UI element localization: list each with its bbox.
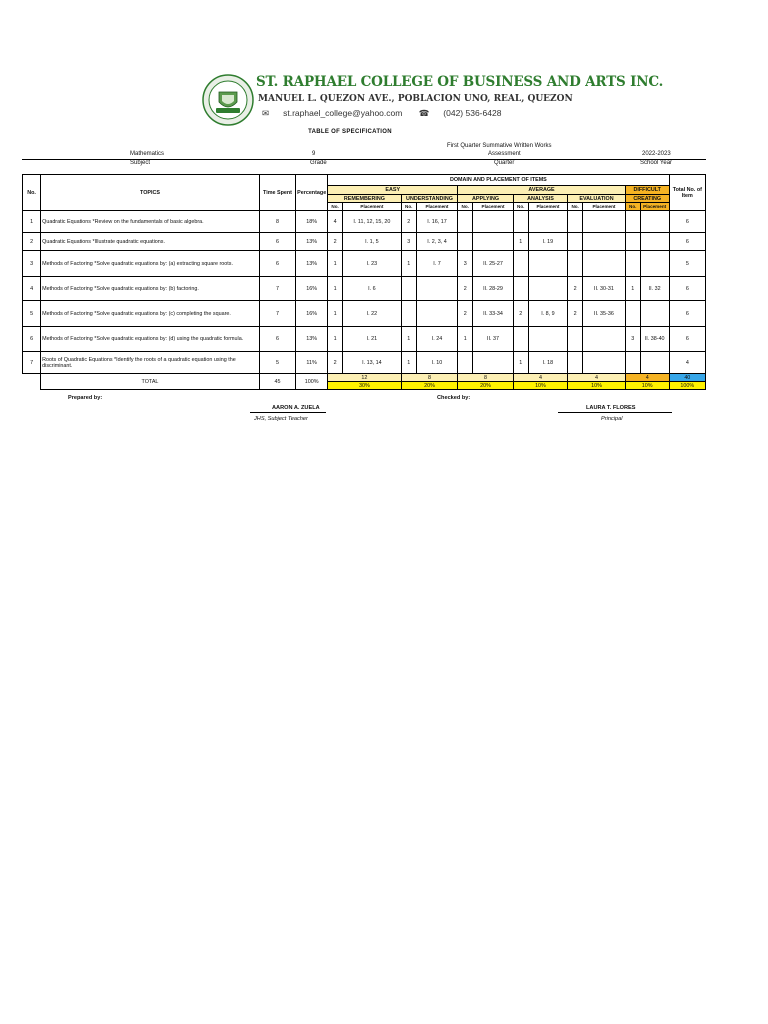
- row-no: 2: [23, 233, 41, 251]
- quarter-value: Assessment: [488, 151, 521, 157]
- row-und-no: 1: [401, 251, 416, 277]
- row-rem-placement: I. 21: [343, 327, 402, 352]
- row-percent: 13%: [296, 327, 328, 352]
- row-und-placement: I. 24: [416, 327, 458, 352]
- row-app-placement: [473, 233, 514, 251]
- assessment-value: First Quarter Summative Written Works: [447, 143, 552, 149]
- row-app-no: [458, 211, 473, 233]
- row-ana-placement: [528, 327, 567, 352]
- header-topics: TOPICS: [41, 175, 260, 211]
- row-app-placement: II. 25-27: [473, 251, 514, 277]
- row-total: 6: [669, 233, 705, 251]
- sub-header-no: No.: [625, 203, 640, 211]
- row-ana-no: 1: [513, 352, 528, 374]
- school-email: st.raphael_college@yahoo.com: [283, 108, 403, 118]
- row-rem-no: 1: [328, 277, 343, 301]
- subject-value: Mathematics: [130, 151, 165, 157]
- prepared-by-label: Prepared by:: [68, 395, 103, 401]
- header-total-items: Total No. of Item: [669, 175, 705, 211]
- table-row: [23, 301, 706, 327]
- row-no: 1: [23, 211, 41, 233]
- row-app-placement: [473, 352, 514, 374]
- table-row: [23, 277, 706, 301]
- school-phone: (042) 536-6428: [443, 108, 502, 118]
- row-cre-no: [625, 233, 640, 251]
- row-time: 5: [259, 352, 295, 374]
- row-app-no: [458, 233, 473, 251]
- total-percent: 100%: [296, 374, 328, 390]
- table-row: [23, 352, 706, 374]
- total-evaluation: 4: [568, 374, 626, 382]
- header-understanding: UNDERSTANDING: [401, 195, 458, 203]
- row-percent: 18%: [296, 211, 328, 233]
- row-ana-placement: [528, 251, 567, 277]
- pct-creating: 10%: [625, 382, 669, 390]
- row-cre-no: [625, 352, 640, 374]
- row-ana-placement: I. 8, 9: [528, 301, 567, 327]
- pct-total: 100%: [669, 382, 705, 390]
- table-body: [23, 211, 706, 390]
- prepared-signature-line: [250, 412, 326, 413]
- row-ana-no: 1: [513, 233, 528, 251]
- row-time: 7: [259, 277, 295, 301]
- pct-remembering: 30%: [328, 382, 402, 390]
- row-app-no: 1: [458, 327, 473, 352]
- row-cre-no: [625, 251, 640, 277]
- row-app-placement: II. 33-34: [473, 301, 514, 327]
- row-eva-placement: II. 35-36: [583, 301, 626, 327]
- row-und-no: 1: [401, 327, 416, 352]
- row-app-placement: II. 28-29: [473, 277, 514, 301]
- header-remembering: REMEMBERING: [328, 195, 402, 203]
- row-topic: Roots of Quadratic Equations *Identify the roots of a quadratic equation using the discriminant.: [41, 352, 260, 374]
- row-topic: Methods of Factoring *Solve quadratic equations by: (c) completing the square.: [41, 301, 260, 327]
- row-eva-no: [568, 352, 583, 374]
- total-row: [23, 374, 706, 382]
- row-und-placement: [416, 301, 458, 327]
- total-items: 40: [669, 374, 705, 382]
- row-ana-no: [513, 277, 528, 301]
- info-row-labels: [22, 160, 706, 170]
- total-understanding: 8: [401, 374, 458, 382]
- row-no: 3: [23, 251, 41, 277]
- row-app-no: 2: [458, 277, 473, 301]
- row-cre-placement: [640, 211, 669, 233]
- row-total: 6: [669, 301, 705, 327]
- row-rem-no: 2: [328, 352, 343, 374]
- row-ana-placement: I. 19: [528, 233, 567, 251]
- row-cre-placement: [640, 251, 669, 277]
- row-und-no: 3: [401, 233, 416, 251]
- pct-evaluation: 10%: [568, 382, 626, 390]
- row-rem-no: 1: [328, 251, 343, 277]
- row-app-no: 3: [458, 251, 473, 277]
- row-und-no: [401, 277, 416, 301]
- header-difficult: DIFFICULT: [625, 186, 669, 195]
- prepared-by-name: AARON A. ZUELA: [272, 405, 320, 411]
- row-ana-placement: [528, 277, 567, 301]
- row-topic: Methods of Factoring *Solve quadratic equations by: (a) extracting square roots.: [41, 251, 260, 277]
- header-analysis: ANALYSIS: [513, 195, 567, 203]
- pct-applying: 20%: [458, 382, 513, 390]
- sub-header-no: No.: [568, 203, 583, 211]
- school-contact: [262, 108, 515, 119]
- row-topic: Quadratic Equations *Illustrate quadratic equations.: [41, 233, 260, 251]
- row-und-no: [401, 301, 416, 327]
- school-seal-icon: [202, 74, 254, 126]
- row-eva-placement: [583, 327, 626, 352]
- row-ana-placement: [528, 211, 567, 233]
- document-title: TABLE OF SPECIFICATION: [308, 129, 392, 135]
- grade-label: Grade: [310, 160, 327, 166]
- sub-header-no: No.: [458, 203, 473, 211]
- row-rem-no: 1: [328, 327, 343, 352]
- row-cre-placement: [640, 352, 669, 374]
- email-icon: ✉: [262, 108, 270, 118]
- row-app-placement: II. 37: [473, 327, 514, 352]
- table-row: [23, 327, 706, 352]
- subject-label: Subject: [130, 160, 151, 166]
- row-percent: 13%: [296, 251, 328, 277]
- row-percent: 16%: [296, 277, 328, 301]
- checked-by-label: Checked by:: [437, 395, 471, 401]
- row-eva-placement: [583, 211, 626, 233]
- row-no: 4: [23, 277, 41, 301]
- row-no: 7: [23, 352, 41, 374]
- table-row: [23, 251, 706, 277]
- row-eva-no: [568, 327, 583, 352]
- header-easy: EASY: [328, 186, 458, 195]
- sub-header-placement: Placement: [583, 203, 626, 211]
- row-rem-placement: I. 22: [343, 301, 402, 327]
- row-cre-no: 3: [625, 327, 640, 352]
- row-app-no: 2: [458, 301, 473, 327]
- row-und-no: 1: [401, 352, 416, 374]
- row-eva-placement: [583, 233, 626, 251]
- letterhead: [200, 72, 664, 128]
- row-ana-no: [513, 251, 528, 277]
- total-applying: 8: [458, 374, 513, 382]
- pct-analysis: 10%: [513, 382, 567, 390]
- row-total: 5: [669, 251, 705, 277]
- row-rem-no: 2: [328, 233, 343, 251]
- header-evaluation: EVALUATION: [568, 195, 626, 203]
- row-cre-placement: [640, 233, 669, 251]
- row-percent: 11%: [296, 352, 328, 374]
- row-und-placement: [416, 277, 458, 301]
- row-time: 6: [259, 251, 295, 277]
- row-total: 4: [669, 352, 705, 374]
- row-cre-no: 1: [625, 277, 640, 301]
- table-row: [23, 233, 706, 251]
- sub-header-placement: Placement: [640, 203, 669, 211]
- school-name: ST. RAPHAEL COLLEGE OF BUSINESS AND ARTS INC.: [256, 74, 664, 90]
- row-eva-no: [568, 211, 583, 233]
- header-creating: CREATING: [625, 195, 669, 203]
- header-average: AVERAGE: [458, 186, 626, 195]
- row-und-placement: I. 7: [416, 251, 458, 277]
- row-cre-placement: II. 38-40: [640, 327, 669, 352]
- row-topic: Quadratic Equations *Review on the fundamentals of basic algebra.: [41, 211, 260, 233]
- row-rem-placement: I. 23: [343, 251, 402, 277]
- row-eva-no: [568, 251, 583, 277]
- row-cre-placement: [640, 301, 669, 327]
- row-und-placement: I. 10: [416, 352, 458, 374]
- row-rem-placement: I. 11, 12, 15, 20: [343, 211, 402, 233]
- year-value: 2022-2023: [642, 151, 671, 157]
- row-und-placement: I. 16, 17: [416, 211, 458, 233]
- pct-understanding: 20%: [401, 382, 458, 390]
- sub-header-placement: Placement: [473, 203, 514, 211]
- row-und-no: 2: [401, 211, 416, 233]
- row-topic: Methods of Factoring *Solve quadratic equations by: (d) using the quadratic formula.: [41, 327, 260, 352]
- row-time: 6: [259, 233, 295, 251]
- sub-header-placement: Placement: [416, 203, 458, 211]
- row-total: 6: [669, 211, 705, 233]
- row-ana-no: 2: [513, 301, 528, 327]
- total-creating: 4: [625, 374, 669, 382]
- row-app-placement: [473, 211, 514, 233]
- checked-by-name: LAURA T. FLORES: [586, 405, 636, 411]
- row-rem-placement: I. 6: [343, 277, 402, 301]
- checked-by-role: Principal: [601, 416, 623, 422]
- specification-table: [22, 174, 706, 390]
- row-cre-no: [625, 301, 640, 327]
- row-percent: 13%: [296, 233, 328, 251]
- row-eva-placement: [583, 352, 626, 374]
- row-total: 6: [669, 277, 705, 301]
- row-rem-no: 1: [328, 301, 343, 327]
- prepared-by-role: JHS, Subject Teacher: [254, 416, 308, 422]
- row-percent: 16%: [296, 301, 328, 327]
- row-rem-placement: I. 1, 5: [343, 233, 402, 251]
- row-app-no: [458, 352, 473, 374]
- row-cre-no: [625, 211, 640, 233]
- row-ana-no: [513, 211, 528, 233]
- header-no: No.: [23, 175, 41, 211]
- header-applying: APPLYING: [458, 195, 513, 203]
- row-total: 6: [669, 327, 705, 352]
- row-time: 6: [259, 327, 295, 352]
- sub-header-no: No.: [401, 203, 416, 211]
- checked-signature-line: [558, 412, 672, 413]
- header-percentage: Percentage: [296, 175, 328, 211]
- row-eva-placement: [583, 251, 626, 277]
- total-analysis: 4: [513, 374, 567, 382]
- total-remembering: 12: [328, 374, 402, 382]
- table-row: [23, 211, 706, 233]
- grade-value: 9: [312, 151, 316, 157]
- row-ana-placement: I. 18: [528, 352, 567, 374]
- row-cre-placement: II. 32: [640, 277, 669, 301]
- row-no: 6: [23, 327, 41, 352]
- row-rem-no: 4: [328, 211, 343, 233]
- row-time: 8: [259, 211, 295, 233]
- quarter-label: Quarter: [494, 160, 515, 166]
- row-time: 7: [259, 301, 295, 327]
- phone-icon: ☎: [418, 108, 430, 118]
- row-topic: Methods of Factoring *Solve quadratic equations by: (b) factoring.: [41, 277, 260, 301]
- sub-header-placement: Placement: [343, 203, 402, 211]
- row-eva-no: [568, 233, 583, 251]
- row-eva-placement: II. 30-31: [583, 277, 626, 301]
- sub-header-no: No.: [513, 203, 528, 211]
- row-ana-no: [513, 327, 528, 352]
- row-no: 5: [23, 301, 41, 327]
- total-label: TOTAL: [41, 374, 260, 390]
- sub-header-no: No.: [328, 203, 343, 211]
- header-time-spent: Time Spent: [259, 175, 295, 211]
- year-label: School Year: [640, 160, 673, 166]
- sub-header-placement: Placement: [528, 203, 567, 211]
- row-eva-no: 2: [568, 277, 583, 301]
- row-und-placement: I. 2, 3, 4: [416, 233, 458, 251]
- total-time: 45: [259, 374, 295, 390]
- row-rem-placement: I. 13, 14: [343, 352, 402, 374]
- row-eva-no: 2: [568, 301, 583, 327]
- header-domain: DOMAIN AND PLACEMENT OF ITEMS: [328, 175, 670, 186]
- school-address: MANUEL L. QUEZON AVE., POBLACION UNO, REAL, QUEZON: [258, 94, 573, 104]
